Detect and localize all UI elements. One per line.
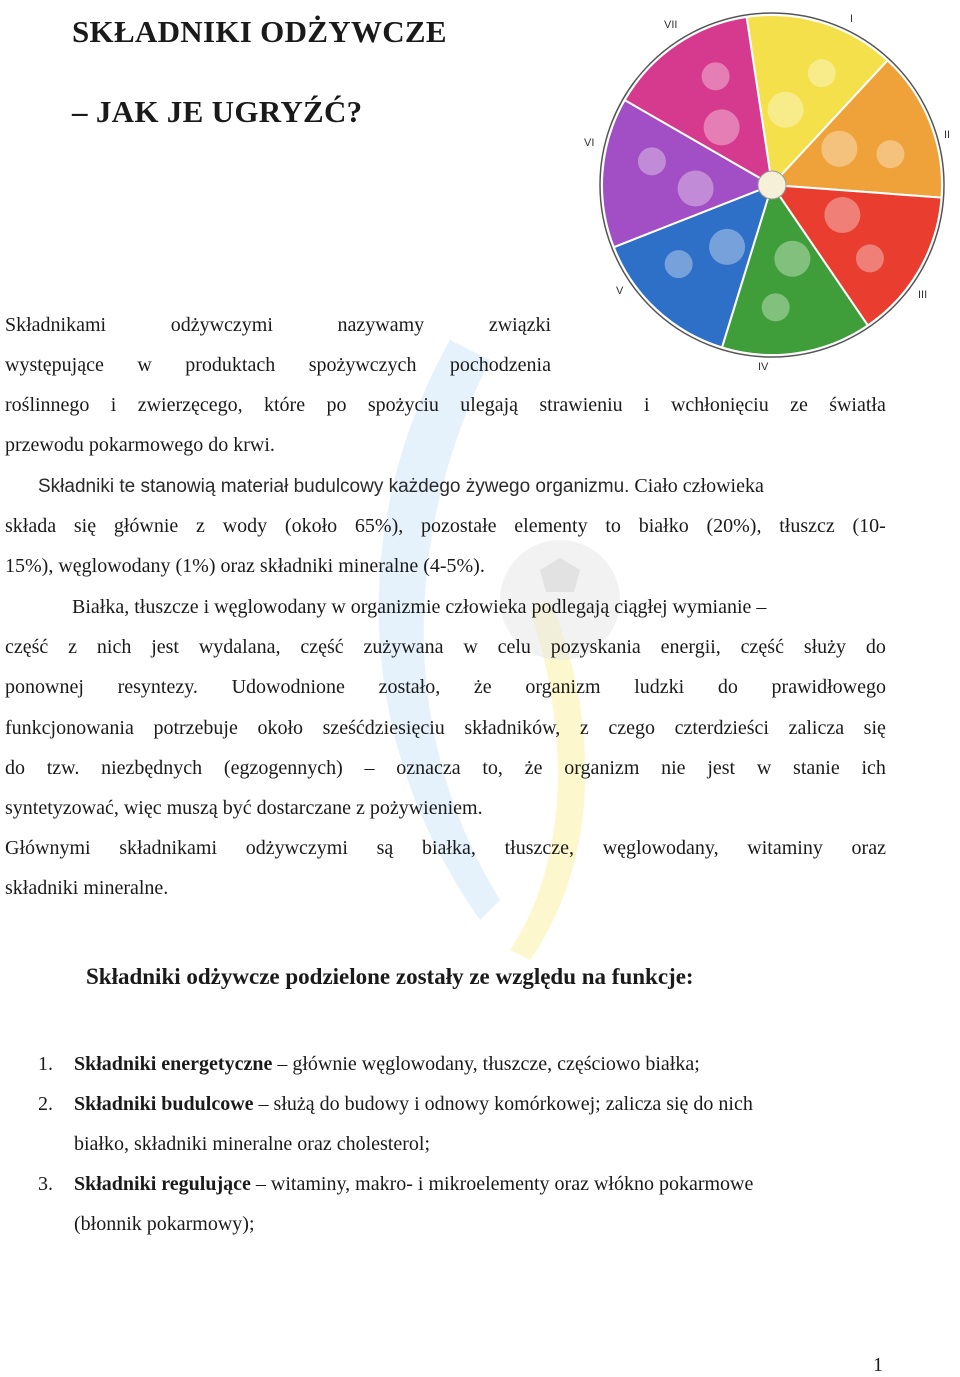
word: jest [707,757,736,779]
word: białka, [422,837,476,859]
word: że [524,757,543,779]
word: ze [790,394,808,416]
composition-sentence-sans: Składniki te stanowią materiał budulcowy każdego żywego organizmu. [38,476,630,497]
metabolism-line-1: Białka, tłuszcze i węglowodany w organizmie człowieka podlegają ciągłej wymianie – [72,596,767,618]
word: wchłonięciu [670,394,769,416]
word: resyntezy. [117,676,198,698]
word: się [863,717,886,739]
word: nie [661,757,686,779]
word: odżywczymi [170,314,273,336]
word: funkcjonowania [5,717,134,739]
wheel-label-IV: IV [758,361,769,373]
word: składników, [464,717,561,739]
word: światła [829,394,886,416]
food-item-decoration [808,59,836,87]
list-item-term: Składniki budulcowe [74,1093,254,1115]
word: zalicza [788,717,845,739]
list-item-regulating [74,1172,753,1196]
word: organizm [564,757,640,779]
word: stanie [793,757,840,779]
word: Udowodnione [231,676,345,698]
food-item-decoration [638,147,666,175]
word: około [257,717,304,739]
word: do [865,636,886,658]
word: w [463,636,478,658]
main-nutrients-line-1 [5,836,886,860]
word: wody [222,515,268,537]
word: oznacza [396,757,461,779]
wheel-segments [602,15,942,355]
word: oraz [851,837,886,859]
word: odżywczymi [245,837,348,859]
intro-line-2 [5,353,551,377]
food-item-decoration [709,229,745,265]
list-item-term: Składniki regulujące [74,1173,251,1195]
word: część [300,636,344,658]
word: głównie [113,515,179,537]
word: białko [638,515,689,537]
word: prawidłowego [771,676,886,698]
word: tłuszcze, [504,837,574,859]
wheel-label-VII: VII [664,19,678,31]
list-item-continuation: białko, składniki mineralne oraz cholesterol; [74,1133,430,1155]
composition-line-3: 15%), węglowodany (1%) oraz składniki mineralne (4-5%). [5,555,485,577]
word: które [264,394,306,416]
word: w [137,354,152,376]
list-item-term: Składniki energetyczne [74,1053,273,1075]
word: witaminy [747,837,823,859]
list-item-number: 3. [38,1173,53,1195]
word: czego [608,717,656,739]
word: zużywana [363,636,444,658]
word: ich [861,757,886,779]
intro-line-4: przewodu pokarmowego do krwi. [5,434,275,456]
word: są [376,837,394,859]
main-nutrients-line-2: składniki mineralne. [5,877,169,899]
food-item-decoration [704,109,740,145]
word: (10- [852,515,886,537]
word: energii, [660,636,721,658]
word: nich [96,636,132,658]
list-item-description: – głównie węglowodany, tłuszcze, częściowo białka; [272,1053,700,1075]
wheel-label-VI: VI [584,137,595,149]
word: spożyciu [367,394,439,416]
word: (egzogennych) [223,757,343,779]
composition-line-1 [38,474,764,499]
word: spożywczych [308,354,417,376]
word: jest [151,636,179,658]
word: 65%), [354,515,404,537]
metabolism-line-3 [5,675,886,699]
word: składa [5,515,57,537]
list-item-description: – witaminy, makro- i mikroelementy oraz włókno pokarmowe [250,1173,754,1195]
word: węglowodany, [602,837,719,859]
word: elementy [514,515,588,537]
word: (20%), [706,515,762,537]
food-item-decoration [762,293,790,321]
word: służy [803,636,847,658]
word: czterdzieści [674,717,769,739]
word: składnikami [119,837,218,859]
word: – [364,757,375,779]
word: ludzki [634,676,685,698]
list-item-description: – służą do budowy i odnowy komórkowej; zalicza się do nich [253,1093,753,1115]
intro-line-3 [5,393,886,417]
metabolism-line-5 [5,756,886,780]
food-item-decoration [768,92,804,128]
word: to [605,515,621,537]
word: i [110,394,117,416]
word: potrzebuje [153,717,238,739]
food-pyramid-wheel-illustration [572,0,960,380]
food-item-decoration [856,244,884,272]
word: i [644,394,650,416]
word: produktach [185,354,276,376]
list-item-continuation: (błonnik pokarmowy); [74,1213,255,1235]
word: do [717,676,738,698]
word: celu [497,636,531,658]
list-item-number: 1. [38,1053,53,1075]
word: ponownej [5,676,84,698]
word: wydalana, [198,636,281,658]
wheel-label-V: V [616,285,624,297]
word: część [740,636,784,658]
word: pozyskania [550,636,641,658]
word: roślinnego [5,394,90,416]
metabolism-line-6: syntetyzować, więc muszą być dostarczane z pożywieniem. [5,797,483,819]
food-item-decoration [824,197,860,233]
list-item-number: 2. [38,1093,53,1115]
word: nazywamy [337,314,425,336]
word: tzw. [46,757,80,779]
list-item-energetic [74,1052,700,1076]
word: pochodzenia [449,354,551,376]
word: po [326,394,347,416]
word: z [196,515,205,537]
word: występujące [5,354,104,376]
food-item-decoration [665,250,693,278]
food-item-decoration [678,170,714,206]
word: niezbędnych [101,757,203,779]
word: z [579,717,589,739]
section-heading-functions: Składniki odżywcze podzielone zostały ze względu na funkcje: [86,964,694,989]
intro-line-1 [5,313,551,337]
word: organizm [525,676,601,698]
food-item-decoration [774,241,810,277]
word: strawieniu [539,394,623,416]
composition-line-2 [5,514,886,538]
food-item-decoration [702,62,730,90]
food-item-decoration [821,131,857,167]
word: część [5,636,49,658]
word: z [68,636,78,658]
wheel-label-III: III [918,289,928,301]
word: to, [482,757,503,779]
word: związki [488,314,551,336]
word: zostało, [378,676,441,698]
food-item-decoration [876,140,904,168]
word: w [756,757,772,779]
word: Składnikami [5,314,107,336]
word: tłuszcz [779,515,835,537]
wheel-label-II: II [944,129,951,141]
word: (około [284,515,338,537]
word: się [73,515,97,537]
word: Głównymi [5,837,91,859]
word: zwierzęcego, [137,394,243,416]
page-title-line-1: SKŁADNIKI ODŻYWCZE [72,14,447,49]
word: ulegają [460,394,519,416]
list-item-building [74,1092,753,1116]
wheel-label-I: I [850,13,854,25]
composition-sentence-serif: Ciało człowieka [629,475,764,497]
word: pozostałe [421,515,497,537]
page-number: 1 [873,1354,883,1376]
word: do [5,757,25,779]
word: że [473,676,492,698]
word: sześćdziesięciu [322,717,445,739]
metabolism-line-2 [5,635,886,659]
page-title-line-2: – JAK JE UGRYŹĆ? [72,94,363,129]
wheel-center [758,171,786,199]
metabolism-line-4 [5,716,886,740]
